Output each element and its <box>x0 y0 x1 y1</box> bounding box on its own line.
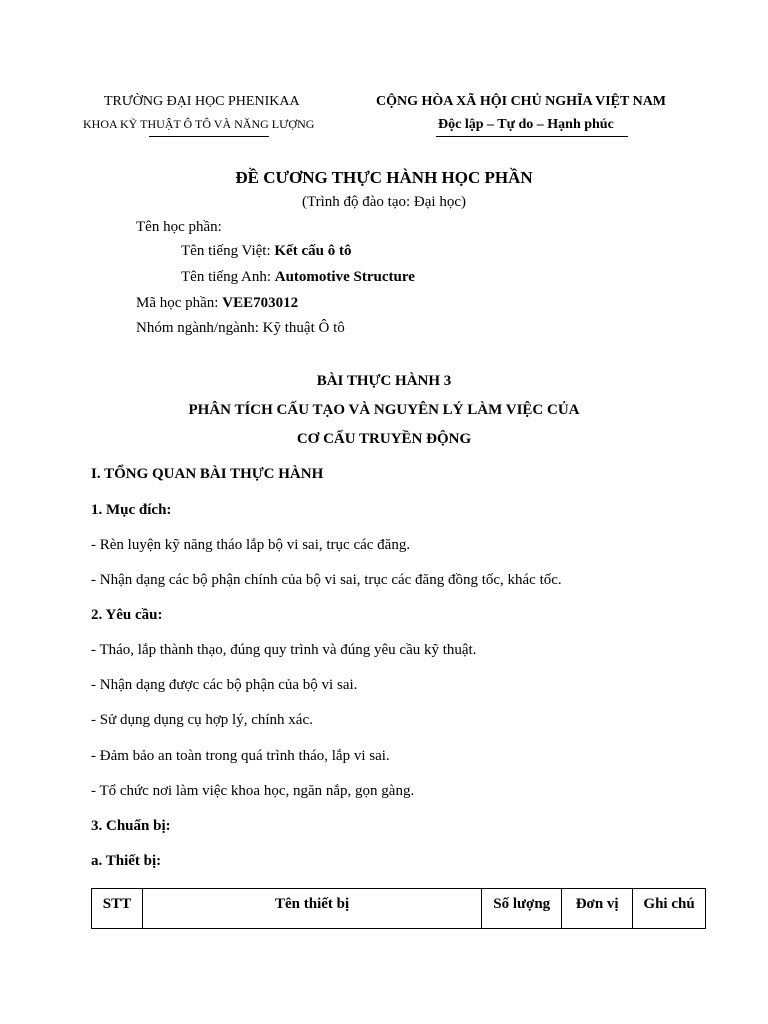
purpose-item: - Rèn luyện kỹ năng tháo lắp bộ vi sai, trục các đăng. <box>91 537 411 553</box>
equipment-table <box>91 888 706 929</box>
faculty-underline <box>149 136 269 137</box>
column-header-notes: Ghi chú <box>633 889 706 929</box>
purpose-item: - Nhận dạng các bộ phận chính của bộ vi sai, trục các đăng đồng tốc, khác tốc. <box>91 572 562 588</box>
course-code-label: Mã học phần: <box>136 295 223 311</box>
faculty-name: KHOA KỸ THUẬT Ô TÔ VÀ NĂNG LƯỢNG <box>83 117 315 131</box>
column-header-unit: Đơn vị <box>562 889 633 929</box>
course-english-name <box>181 269 415 286</box>
school-name: TRƯỜNG ĐẠI HỌC PHENIKAA <box>104 94 300 109</box>
purpose-heading: 1. Mục đích: <box>91 502 172 518</box>
course-code-value: VEE703012 <box>222 295 299 311</box>
vn-name-value: Kết cấu ô tô <box>274 243 352 259</box>
course-code <box>136 295 298 312</box>
document-subtitle: (Trình độ đào tạo: Đại học) <box>301 194 466 210</box>
lab-title-line-2: CƠ CẤU TRUYỀN ĐỘNG <box>296 431 472 447</box>
requirement-item: - Đảm bảo an toàn trong quá trình tháo, lắp vi sai. <box>91 748 390 764</box>
requirement-item: - Sử dụng dụng cụ hợp lý, chính xác. <box>91 712 313 728</box>
course-name-label: Tên học phần: <box>136 219 222 235</box>
document-title: ĐỀ CƯƠNG THỰC HÀNH HỌC PHẦN <box>235 168 533 187</box>
column-header-quantity: Số lượng <box>482 889 562 929</box>
en-name-label: Tên tiếng Anh: <box>181 269 275 285</box>
field-group-label: Nhóm ngành/ngành: <box>136 320 263 336</box>
course-vietnamese-name <box>181 243 351 260</box>
motto-underline <box>436 136 628 137</box>
preparation-heading: 3. Chuẩn bị: <box>91 818 171 834</box>
table-header-row <box>92 889 706 929</box>
section-heading: I. TỔNG QUAN BÀI THỰC HÀNH <box>91 466 324 482</box>
en-name-value: Automotive Structure <box>274 269 415 285</box>
column-header-stt: STT <box>92 889 143 929</box>
lab-title-line-1: PHÂN TÍCH CẤU TẠO VÀ NGUYÊN LÝ LÀM VIỆC CỦA <box>188 402 580 418</box>
equipment-heading: a. Thiết bị: <box>91 853 162 869</box>
vn-name-label: Tên tiếng Việt: <box>181 243 275 259</box>
column-header-equipment-name: Tên thiết bị <box>142 889 481 929</box>
country-name: CỘNG HÒA XÃ HỘI CHỦ NGHĨA VIỆT NAM <box>376 94 667 109</box>
requirement-item: - Nhận dạng được các bộ phận của bộ vi sai. <box>91 677 358 693</box>
national-motto: Độc lập – Tự do – Hạnh phúc <box>438 117 614 132</box>
requirement-item: - Tháo, lắp thành thạo, đúng quy trình và đúng yêu cầu kỹ thuật. <box>91 642 477 658</box>
field-group <box>136 320 345 337</box>
lab-number: BÀI THỰC HÀNH 3 <box>316 373 452 389</box>
requirement-item: - Tổ chức nơi làm việc khoa học, ngăn nắp, gọn gàng. <box>91 783 415 799</box>
field-group-value: Kỹ thuật Ô tô <box>262 320 345 336</box>
requirements-heading: 2. Yêu cầu: <box>91 607 163 623</box>
